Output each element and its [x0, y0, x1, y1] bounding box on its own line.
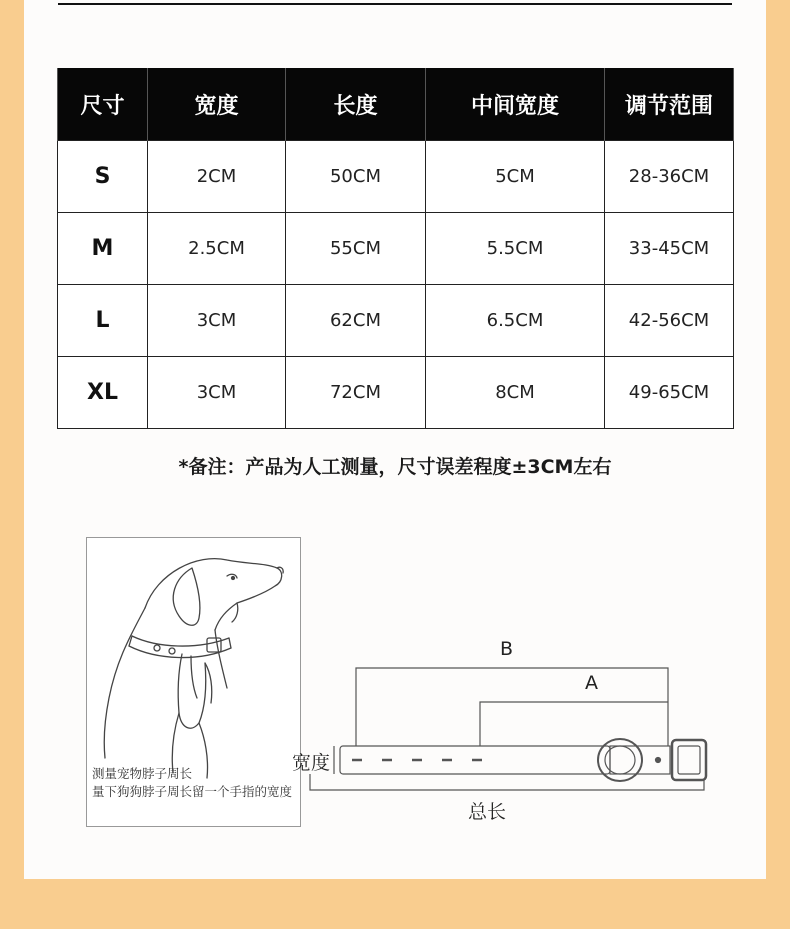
cell-middle-width: 6.5CM	[426, 285, 605, 357]
label-width: 宽度	[292, 752, 331, 774]
dog-icon	[87, 538, 300, 826]
header-middle-width: 中间宽度	[426, 68, 605, 141]
cell-size: M	[58, 213, 148, 285]
table-header-row	[58, 68, 734, 141]
cell-width: 3CM	[148, 357, 286, 429]
cell-adjust-range: 28-36CM	[605, 141, 734, 213]
cell-adjust-range: 42-56CM	[605, 285, 734, 357]
dog-caption-title: 测量宠物脖子周长	[92, 766, 193, 781]
header-size: 尺寸	[58, 68, 148, 141]
cell-width: 3CM	[148, 285, 286, 357]
table-row	[58, 213, 734, 285]
table-row	[58, 141, 734, 213]
cell-length: 62CM	[286, 285, 426, 357]
cell-middle-width: 5.5CM	[426, 213, 605, 285]
header-width: 宽度	[148, 68, 286, 141]
cell-length: 55CM	[286, 213, 426, 285]
label-a: A	[585, 672, 598, 694]
table-row	[58, 285, 734, 357]
collar-diagram	[290, 630, 730, 830]
dog-measure-illustration	[86, 537, 301, 827]
cell-width: 2CM	[148, 141, 286, 213]
cell-width: 2.5CM	[148, 213, 286, 285]
cell-length: 50CM	[286, 141, 426, 213]
cell-middle-width: 5CM	[426, 141, 605, 213]
top-divider	[58, 3, 732, 5]
cell-size: L	[58, 285, 148, 357]
collar-icon	[290, 630, 730, 830]
label-b: B	[500, 638, 514, 660]
dog-caption-body: 量下狗狗脖子周长留一个手指的宽度	[92, 784, 293, 799]
cell-size: S	[58, 141, 148, 213]
cell-adjust-range: 49-65CM	[605, 357, 734, 429]
header-length: 长度	[286, 68, 426, 141]
label-total-length: 总长	[468, 801, 507, 823]
cell-size: XL	[58, 357, 148, 429]
header-adjust-range: 调节范围	[605, 68, 734, 141]
size-chart-table	[57, 68, 734, 429]
cell-length: 72CM	[286, 357, 426, 429]
table-row	[58, 357, 734, 429]
cell-middle-width: 8CM	[426, 357, 605, 429]
cell-adjust-range: 33-45CM	[605, 213, 734, 285]
measurement-note: *备注：产品为人工测量，尺寸误差程度±3CM左右	[178, 456, 612, 478]
